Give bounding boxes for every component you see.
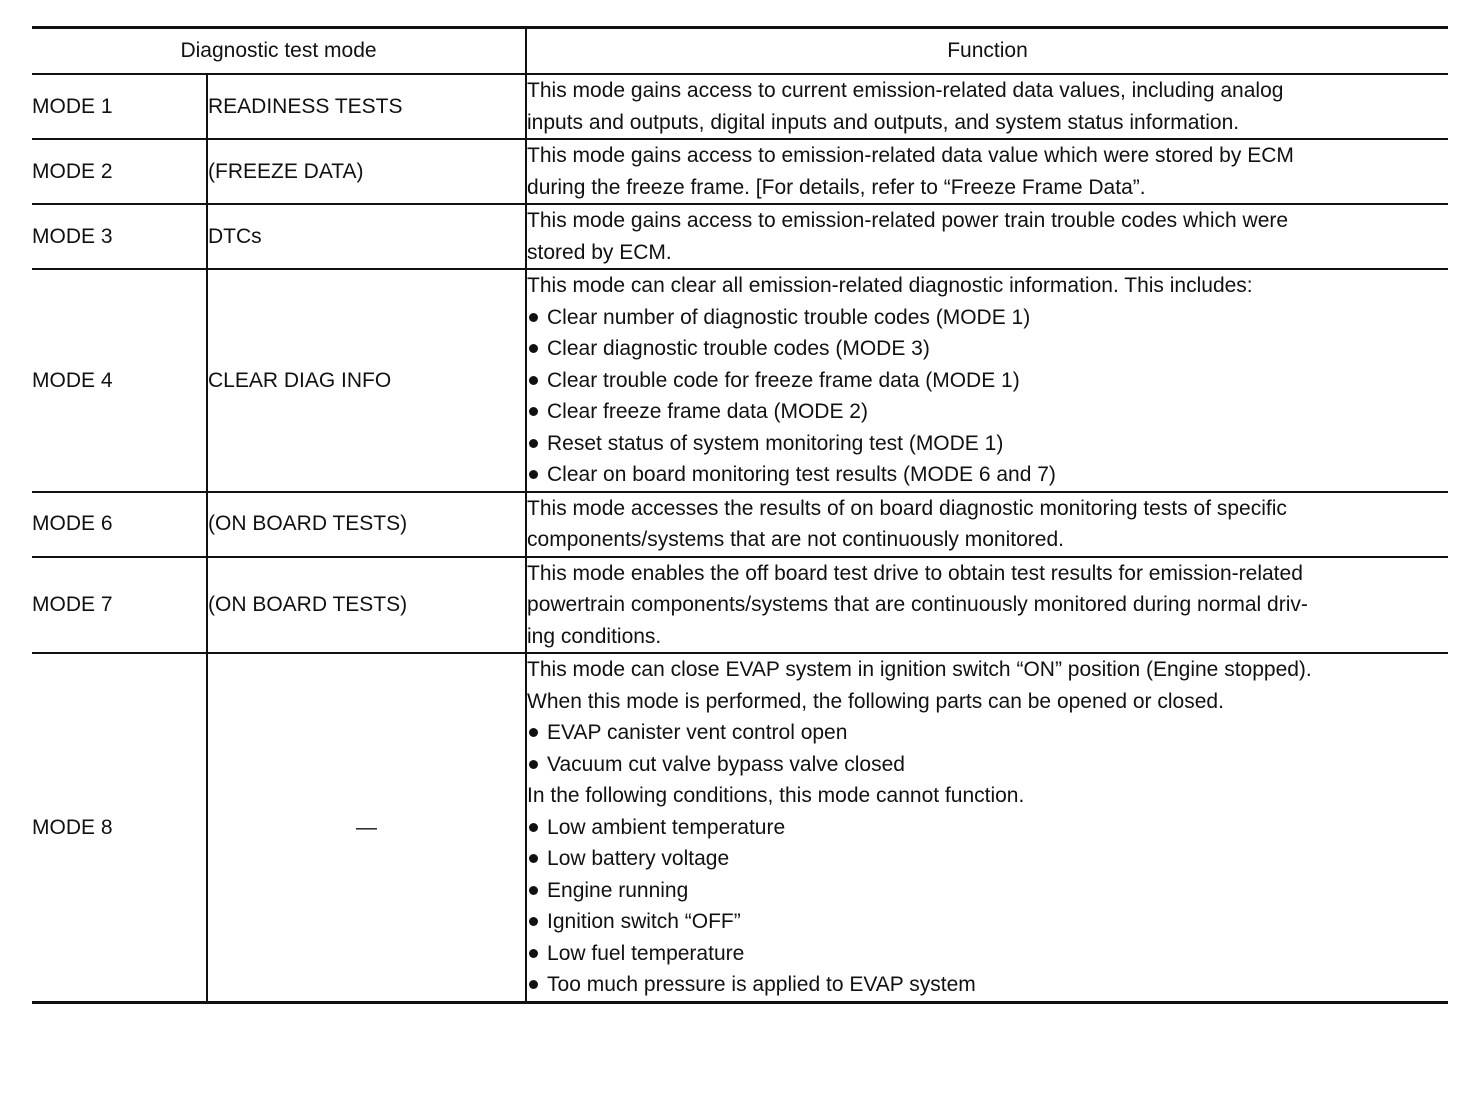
diagnostic-mode-table xyxy=(32,26,1448,1004)
bullet-icon xyxy=(529,949,538,958)
function-text-line: In the following conditions, this mode cannot function. xyxy=(527,784,1025,807)
mode-cell: MODE 3 xyxy=(32,204,207,269)
bullet-text: Low fuel temperature xyxy=(547,941,745,965)
bullet-icon xyxy=(529,470,538,479)
bullet-text: Clear trouble code for freeze frame data (MODE 1) xyxy=(547,368,1020,392)
bullet-item xyxy=(527,302,1448,334)
function-text-line: This mode accesses the results of on board diagnostic monitoring tests of specific xyxy=(527,496,1287,520)
bullet-text: Clear on board monitoring test results (MODE 6 and 7) xyxy=(547,463,1056,486)
bullet-item xyxy=(527,969,1448,1001)
bullet-icon xyxy=(529,854,538,863)
function-text-line: ing conditions. xyxy=(527,624,662,648)
bullet-item xyxy=(527,333,1448,365)
function-text-line: This mode gains access to emission-related data value which were stored by ECM xyxy=(527,144,1294,167)
mode-name-cell: — xyxy=(207,653,526,1002)
mode-name-cell: DTCs xyxy=(207,204,526,269)
function-cell xyxy=(526,269,1448,492)
function-cell xyxy=(526,204,1448,269)
table-row xyxy=(32,74,1448,139)
function-text-line: This mode enables the off board test drive to obtain test results for emission-related xyxy=(527,561,1303,585)
mode-name-cell: CLEAR DIAG INFO xyxy=(207,269,526,492)
bullet-icon xyxy=(529,728,538,737)
table-row xyxy=(32,557,1448,654)
header-function: Function xyxy=(526,28,1448,75)
mode-name-cell: (ON BOARD TESTS) xyxy=(207,492,526,557)
bullet-text: Clear number of diagnostic trouble codes (MODE 1) xyxy=(547,305,1031,329)
bullet-text: Ignition switch “OFF” xyxy=(547,910,741,933)
bullet-text: Low ambient temperature xyxy=(547,815,786,839)
bullet-icon xyxy=(529,313,538,322)
table-body xyxy=(32,74,1448,1002)
bullet-icon xyxy=(529,980,538,989)
bullet-item xyxy=(527,459,1448,491)
bullet-icon xyxy=(529,344,538,353)
bullet-text: Clear diagnostic trouble codes (MODE 3) xyxy=(547,337,930,360)
mode-cell: MODE 8 xyxy=(32,653,207,1002)
function-text-line: This mode can clear all emission-related diagnostic information. This includes: xyxy=(527,274,1253,297)
table-row xyxy=(32,139,1448,204)
bullet-text: Engine running xyxy=(547,878,689,902)
table-row xyxy=(32,653,1448,1002)
header-diagnostic-test-mode: Diagnostic test mode xyxy=(32,28,526,75)
function-cell xyxy=(526,492,1448,557)
function-text-line: This mode gains access to current emission-related data values, including analog xyxy=(527,79,1284,102)
function-text-line: during the freeze frame. [For details, refer to “Freeze Frame Data”. xyxy=(527,175,1146,199)
bullet-text: Too much pressure is applied to EVAP system xyxy=(547,973,976,996)
function-text-line: powertrain components/systems that are continuously monitored during normal driv- xyxy=(527,593,1308,616)
mode-cell: MODE 4 xyxy=(32,269,207,492)
function-cell xyxy=(526,74,1448,139)
function-text-line: When this mode is performed, the following parts can be opened or closed. xyxy=(527,689,1224,713)
bullet-item xyxy=(527,843,1448,875)
mode-name-cell: (ON BOARD TESTS) xyxy=(207,557,526,654)
function-text-line: inputs and outputs, digital inputs and outputs, and system status information. xyxy=(527,110,1240,134)
bullet-item xyxy=(527,365,1448,397)
header-row xyxy=(32,28,1448,75)
table-row xyxy=(32,204,1448,269)
bullet-item xyxy=(527,812,1448,844)
table-row xyxy=(32,492,1448,557)
bullet-item xyxy=(527,428,1448,460)
mode-cell: MODE 1 xyxy=(32,74,207,139)
bullet-item xyxy=(527,749,1448,781)
bullet-item xyxy=(527,717,1448,749)
bullet-item xyxy=(527,938,1448,970)
function-cell xyxy=(526,557,1448,654)
bullet-icon xyxy=(529,376,538,385)
mode-name-cell: (FREEZE DATA) xyxy=(207,139,526,204)
mode-cell: MODE 2 xyxy=(32,139,207,204)
mode-cell: MODE 6 xyxy=(32,492,207,557)
function-text-line: This mode can close EVAP system in ignition switch “ON” position (Engine stopped). xyxy=(527,658,1312,681)
bullet-item xyxy=(527,396,1448,428)
bullet-icon xyxy=(529,823,538,832)
bullet-icon xyxy=(529,886,538,895)
function-text-line: stored by ECM. xyxy=(527,240,672,264)
bullet-icon xyxy=(529,439,538,448)
bullet-item xyxy=(527,906,1448,938)
bullet-text: EVAP canister vent control open xyxy=(547,721,848,744)
bullet-icon xyxy=(529,407,538,416)
bullet-icon xyxy=(529,917,538,926)
function-text-line: components/systems that are not continuously monitored. xyxy=(527,528,1064,551)
mode-name-cell: READINESS TESTS xyxy=(207,74,526,139)
bullet-text: Reset status of system monitoring test (MODE 1) xyxy=(547,431,1004,455)
function-cell xyxy=(526,139,1448,204)
bullet-item xyxy=(527,875,1448,907)
bullet-icon xyxy=(529,760,538,769)
function-text-line: This mode gains access to emission-related power train trouble codes which were xyxy=(527,209,1289,232)
function-cell xyxy=(526,653,1448,1002)
table-header xyxy=(32,28,1448,75)
bullet-text: Vacuum cut valve bypass valve closed xyxy=(547,752,905,776)
table-row xyxy=(32,269,1448,492)
bullet-text: Clear freeze frame data (MODE 2) xyxy=(547,400,868,423)
bullet-text: Low battery voltage xyxy=(547,847,730,870)
mode-cell: MODE 7 xyxy=(32,557,207,654)
